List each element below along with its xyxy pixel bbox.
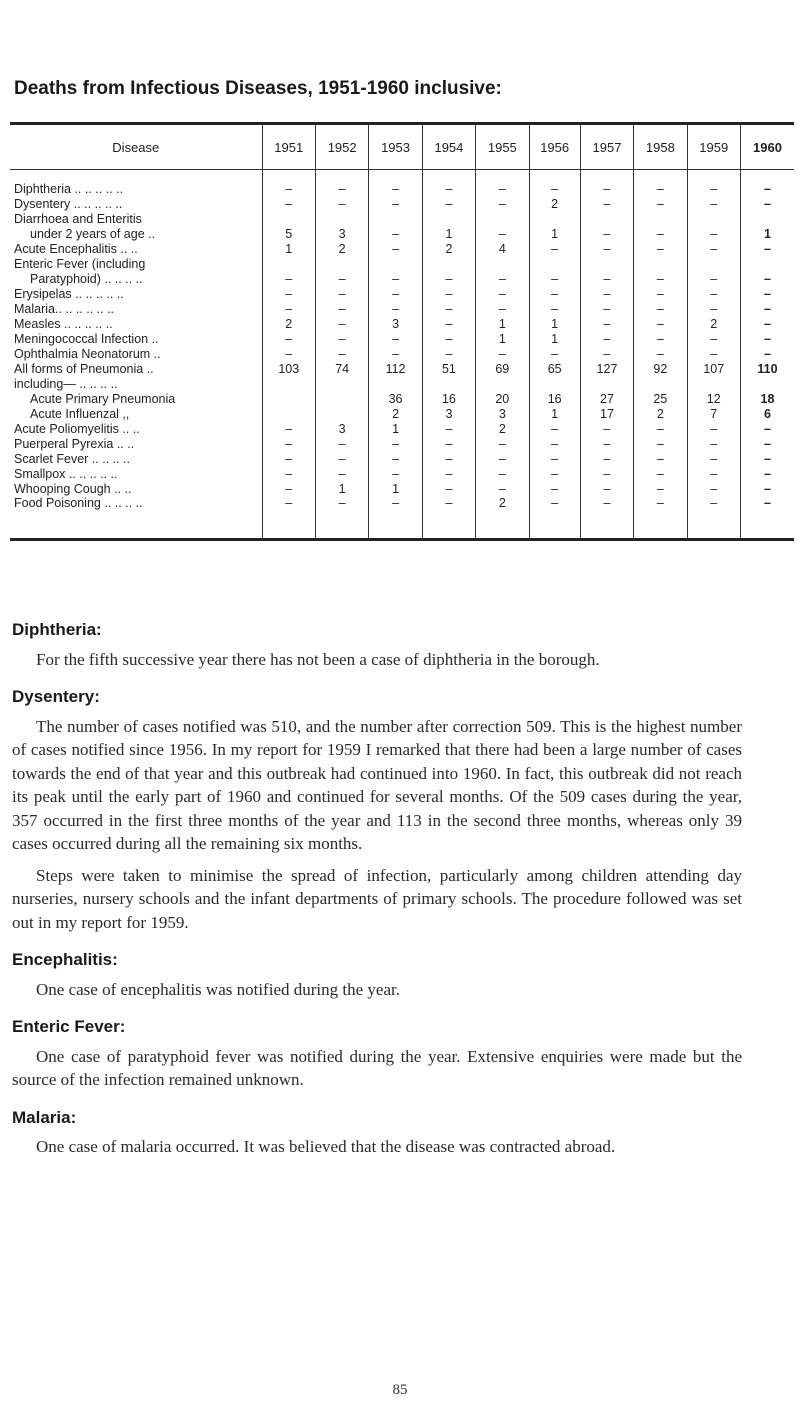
death-count-cell: – [580, 170, 633, 197]
death-count-cell: – [529, 466, 580, 481]
column-header-disease: Disease [10, 124, 262, 170]
disease-name-cell: including— .. .. .. .. [14, 377, 118, 391]
death-count-cell [422, 256, 475, 271]
death-count-cell [740, 211, 794, 226]
death-count-cell [687, 211, 740, 226]
table-row [10, 361, 794, 376]
death-count-cell: – [262, 301, 315, 316]
death-count-cell: – [634, 316, 687, 331]
death-count-cell: – [262, 271, 315, 286]
death-count-cell: 2 [476, 421, 529, 436]
death-count-cell: – [476, 466, 529, 481]
death-count-cell: – [740, 316, 794, 331]
death-count-cell: 3 [315, 421, 368, 436]
death-count-cell: – [634, 451, 687, 466]
death-count-cell: 17 [580, 406, 633, 421]
death-count-cell: – [687, 436, 740, 451]
death-count-cell: 3 [476, 406, 529, 421]
death-count-cell: 127 [580, 361, 633, 376]
death-count-cell: – [315, 271, 368, 286]
death-count-cell: 2 [262, 316, 315, 331]
table-row [10, 406, 794, 421]
section-paragraph: One case of encephalitis was notified during the year. [36, 979, 400, 999]
death-count-cell: 107 [687, 361, 740, 376]
death-count-cell: 3 [315, 226, 368, 241]
death-count-cell: 1 [422, 226, 475, 241]
disease-name-cell: Acute Influenzal ,, [30, 407, 130, 421]
table-row [10, 481, 794, 496]
death-count-cell: – [634, 421, 687, 436]
death-count-cell: – [529, 286, 580, 301]
death-count-cell: – [262, 496, 315, 540]
death-count-cell: – [687, 346, 740, 361]
death-count-cell: 1 [369, 481, 422, 496]
disease-name-cell: Paratyphoid) .. .. .. .. [30, 272, 143, 286]
death-count-cell [529, 211, 580, 226]
column-header-year: 1952 [315, 124, 368, 170]
death-count-cell: – [422, 196, 475, 211]
death-count-cell: – [580, 466, 633, 481]
section-heading: Dysentery: [12, 687, 100, 706]
death-count-cell: – [262, 346, 315, 361]
death-count-cell: 103 [262, 361, 315, 376]
death-count-cell: 36 [369, 391, 422, 406]
death-count-cell: – [687, 451, 740, 466]
death-count-cell: – [580, 436, 633, 451]
death-count-cell: – [422, 496, 475, 540]
death-count-cell: – [422, 346, 475, 361]
disease-name-cell: Acute Encephalitis .. .. [14, 242, 138, 256]
death-count-cell [369, 376, 422, 391]
death-count-cell: 5 [262, 226, 315, 241]
death-count-cell: – [740, 196, 794, 211]
death-count-cell: – [422, 331, 475, 346]
death-count-cell: – [369, 496, 422, 540]
disease-name-cell: Puerperal Pyrexia .. .. [14, 437, 135, 451]
death-count-cell [580, 376, 633, 391]
death-count-cell: – [580, 301, 633, 316]
disease-name-cell: Dysentery .. .. .. .. .. [14, 197, 123, 211]
page-number: 85 [392, 1382, 408, 1398]
disease-name-cell: Measles .. .. .. .. .. [14, 317, 113, 331]
table-row [10, 241, 794, 256]
death-count-cell: – [580, 346, 633, 361]
death-count-cell: – [740, 436, 794, 451]
table-row [10, 226, 794, 241]
death-count-cell [315, 376, 368, 391]
table-row [10, 376, 794, 391]
death-count-cell: – [315, 196, 368, 211]
table-row [10, 436, 794, 451]
death-count-cell [262, 256, 315, 271]
table-row [10, 451, 794, 466]
column-header-year: 1956 [529, 124, 580, 170]
death-count-cell: – [422, 466, 475, 481]
death-count-cell: 2 [476, 496, 529, 540]
death-count-cell: – [687, 331, 740, 346]
death-count-cell [687, 256, 740, 271]
death-count-cell: – [634, 286, 687, 301]
death-count-cell: – [634, 226, 687, 241]
death-count-cell [740, 256, 794, 271]
column-header-year: 1951 [262, 124, 315, 170]
death-count-cell: – [315, 331, 368, 346]
death-count-cell: – [580, 331, 633, 346]
death-count-cell: – [687, 466, 740, 481]
death-count-cell [315, 211, 368, 226]
disease-name-cell: under 2 years of age .. [30, 227, 156, 241]
table-row [10, 301, 794, 316]
death-count-cell: 25 [634, 391, 687, 406]
table-row [10, 466, 794, 481]
death-count-cell: 7 [687, 406, 740, 421]
death-count-cell: – [369, 286, 422, 301]
death-count-cell: – [740, 481, 794, 496]
death-count-cell: – [580, 226, 633, 241]
section [12, 948, 742, 1001]
section-heading: Encephalitis: [12, 950, 118, 969]
death-count-cell: – [262, 286, 315, 301]
death-count-cell: – [476, 170, 529, 197]
disease-name-cell: Food Poisoning .. .. .. .. [14, 496, 143, 510]
disease-name-cell: Malaria.. .. .. .. .. .. [14, 302, 115, 316]
death-count-cell [315, 406, 368, 421]
death-count-cell: – [315, 286, 368, 301]
death-count-cell: – [740, 170, 794, 197]
death-count-cell: – [529, 301, 580, 316]
death-count-cell: – [476, 286, 529, 301]
table-row [10, 346, 794, 361]
death-count-cell: – [687, 241, 740, 256]
death-count-cell: – [580, 421, 633, 436]
death-count-cell: 12 [687, 391, 740, 406]
death-count-cell: – [476, 481, 529, 496]
disease-name-cell: Scarlet Fever .. .. .. .. [14, 452, 131, 466]
death-count-cell: – [369, 226, 422, 241]
death-count-cell [422, 211, 475, 226]
death-count-cell: 2 [369, 406, 422, 421]
death-count-cell [369, 256, 422, 271]
death-count-cell: – [634, 271, 687, 286]
disease-name-cell: Acute Primary Pneumonia [30, 392, 176, 406]
death-count-cell: – [422, 286, 475, 301]
death-count-cell: – [634, 496, 687, 540]
column-header-year: 1953 [369, 124, 422, 170]
death-count-cell: – [476, 436, 529, 451]
death-count-cell: 2 [315, 241, 368, 256]
death-count-cell: – [740, 241, 794, 256]
death-count-cell: 1 [529, 406, 580, 421]
death-count-cell [580, 256, 633, 271]
section-paragraph: One case of paratyphoid fever was notified during the year. Extensive enquiries were made but the source of the infection remained unknown. [12, 1046, 742, 1089]
death-count-cell: – [634, 481, 687, 496]
death-count-cell [687, 376, 740, 391]
death-count-cell [740, 376, 794, 391]
death-count-cell: – [262, 466, 315, 481]
death-count-cell: 2 [634, 406, 687, 421]
death-count-cell: – [687, 271, 740, 286]
table-row [10, 316, 794, 331]
death-count-cell: – [687, 170, 740, 197]
section-heading: Malaria: [12, 1107, 77, 1127]
death-count-cell: – [634, 170, 687, 197]
death-count-cell: – [634, 241, 687, 256]
column-header-year: 1959 [687, 124, 740, 170]
disease-name-cell: Acute Poliomyelitis .. .. [14, 422, 140, 436]
table-row [10, 391, 794, 406]
disease-name-cell: Erysipelas .. .. .. .. .. [14, 287, 124, 301]
death-count-cell: 92 [634, 361, 687, 376]
death-count-cell: – [422, 316, 475, 331]
death-count-cell: – [740, 421, 794, 436]
death-count-cell: 2 [529, 196, 580, 211]
death-count-cell: – [529, 346, 580, 361]
death-count-cell: 16 [529, 391, 580, 406]
death-count-cell: – [369, 436, 422, 451]
death-count-cell: – [740, 331, 794, 346]
death-count-cell: – [687, 196, 740, 211]
death-count-cell: 74 [315, 361, 368, 376]
death-count-cell: 4 [476, 241, 529, 256]
death-count-cell: – [529, 436, 580, 451]
death-count-cell: 1 [476, 316, 529, 331]
death-count-cell [529, 376, 580, 391]
death-count-cell [476, 211, 529, 226]
death-count-cell: 65 [529, 361, 580, 376]
death-count-cell: – [476, 271, 529, 286]
death-count-cell: – [315, 170, 368, 197]
death-count-cell: – [369, 346, 422, 361]
death-count-cell: – [476, 301, 529, 316]
death-count-cell: – [369, 170, 422, 197]
death-count-cell: – [422, 170, 475, 197]
death-count-cell: – [740, 451, 794, 466]
death-count-cell: – [580, 316, 633, 331]
disease-name-cell: Meningococcal Infection .. [14, 332, 159, 346]
deaths-table-container [10, 122, 794, 541]
death-count-cell: 1 [529, 331, 580, 346]
death-count-cell: 1 [315, 481, 368, 496]
disease-name-cell: Enteric Fever (including [14, 257, 146, 271]
disease-name-cell: All forms of Pneumonia .. [14, 362, 154, 376]
death-count-cell: – [529, 496, 580, 540]
death-count-cell: – [369, 241, 422, 256]
death-count-cell: – [740, 346, 794, 361]
death-count-cell [422, 376, 475, 391]
section-paragraph: One case of malaria occurred. It was believed that the disease was contracted abroad. [36, 1137, 616, 1156]
death-count-cell: – [262, 170, 315, 197]
death-count-cell: – [687, 421, 740, 436]
death-count-cell: – [634, 301, 687, 316]
death-count-cell: – [476, 226, 529, 241]
section-paragraph: The number of cases notified was 510, and the number after correction 509. This is the highest number of cases notified since 1956. In my report for 1959 I remarked that there had been a large number of cases towards the end of that year and this outbreak had continued into 1960. In fact, this outbreak did not reach its peak until the early part of 1960 and continued for several months. Of the 509 cases during the year, 357 occurred in the first three months of the year and 113 in the second three months, whereas only 39 cases occurred during all the remaining six months. [12, 716, 742, 853]
column-header-year: 1954 [422, 124, 475, 170]
table-row [10, 196, 794, 211]
death-count-cell: – [740, 466, 794, 481]
death-count-cell [634, 376, 687, 391]
disease-name-cell: Smallpox .. .. .. .. .. [14, 467, 118, 481]
death-count-cell: – [315, 301, 368, 316]
death-count-cell: – [529, 481, 580, 496]
death-count-cell: – [529, 170, 580, 197]
death-count-cell: – [476, 346, 529, 361]
table-row [10, 256, 794, 271]
death-count-cell: 1 [529, 316, 580, 331]
death-count-cell: – [740, 301, 794, 316]
death-count-cell: 20 [476, 391, 529, 406]
death-count-cell: – [580, 241, 633, 256]
deaths-table [10, 122, 794, 541]
death-count-cell: 69 [476, 361, 529, 376]
death-count-cell: – [580, 271, 633, 286]
death-count-cell: – [580, 496, 633, 540]
death-count-cell [262, 211, 315, 226]
section [12, 1106, 742, 1159]
death-count-cell: – [529, 421, 580, 436]
death-count-cell: – [262, 196, 315, 211]
death-count-cell: – [422, 421, 475, 436]
table-row [10, 496, 794, 540]
section [12, 1015, 742, 1092]
death-count-cell: – [315, 316, 368, 331]
death-count-cell [262, 376, 315, 391]
table-row [10, 170, 794, 197]
death-count-cell: – [580, 451, 633, 466]
death-count-cell: 1 [262, 241, 315, 256]
death-count-cell: – [476, 196, 529, 211]
table-row [10, 211, 794, 226]
death-count-cell: 1 [369, 421, 422, 436]
death-count-cell: – [262, 481, 315, 496]
death-count-cell: – [687, 301, 740, 316]
death-count-cell [262, 391, 315, 406]
disease-name-cell: Diphtheria .. .. .. .. .. [14, 182, 124, 196]
table-header-row [10, 124, 794, 170]
death-count-cell: – [369, 331, 422, 346]
section-heading: Diphtheria: [12, 620, 102, 639]
death-count-cell: 1 [529, 226, 580, 241]
death-count-cell: – [262, 451, 315, 466]
death-count-cell: – [529, 241, 580, 256]
death-count-cell [529, 256, 580, 271]
death-count-cell [634, 256, 687, 271]
death-count-cell: 1 [740, 226, 794, 241]
table-row [10, 421, 794, 436]
death-count-cell: – [422, 301, 475, 316]
section [12, 618, 742, 671]
table-row [10, 331, 794, 346]
death-count-cell: – [529, 451, 580, 466]
death-count-cell: – [262, 421, 315, 436]
death-count-cell: – [315, 346, 368, 361]
death-count-cell: – [580, 481, 633, 496]
death-count-cell: – [687, 496, 740, 540]
section [12, 685, 742, 934]
death-count-cell: 1 [476, 331, 529, 346]
death-count-cell: 51 [422, 361, 475, 376]
death-count-cell: 2 [687, 316, 740, 331]
death-count-cell: – [740, 286, 794, 301]
death-count-cell: – [634, 346, 687, 361]
death-count-cell [476, 256, 529, 271]
death-count-cell [634, 211, 687, 226]
section-paragraph: For the fifth successive year there has not been a case of diphtheria in the borough. [36, 649, 600, 669]
death-count-cell: – [315, 451, 368, 466]
column-header-year: 1957 [580, 124, 633, 170]
death-count-cell: 27 [580, 391, 633, 406]
death-count-cell: – [422, 436, 475, 451]
death-count-cell: – [315, 466, 368, 481]
death-count-cell: 6 [740, 406, 794, 421]
death-count-cell [369, 211, 422, 226]
death-count-cell: – [422, 451, 475, 466]
death-count-cell: – [369, 301, 422, 316]
death-count-cell: – [369, 196, 422, 211]
column-header-year: 1958 [634, 124, 687, 170]
death-count-cell: – [529, 271, 580, 286]
death-count-cell: – [687, 481, 740, 496]
death-count-cell [315, 256, 368, 271]
disease-name-cell: Diarrhoea and Enteritis [14, 212, 142, 226]
death-count-cell: 3 [369, 316, 422, 331]
death-count-cell: – [262, 331, 315, 346]
death-count-cell: – [422, 271, 475, 286]
disease-name-cell: Whooping Cough .. .. [14, 482, 132, 496]
death-count-cell: – [740, 496, 794, 540]
table-row [10, 271, 794, 286]
death-count-cell [262, 406, 315, 421]
death-count-cell: – [369, 451, 422, 466]
table-row [10, 286, 794, 301]
death-count-cell: – [740, 271, 794, 286]
death-count-cell [315, 391, 368, 406]
page-title: Deaths from Infectious Diseases, 1951-1960 inclusive: [14, 78, 502, 99]
death-count-cell: 112 [369, 361, 422, 376]
death-count-cell: 16 [422, 391, 475, 406]
death-count-cell [476, 376, 529, 391]
death-count-cell: – [580, 196, 633, 211]
death-count-cell: – [687, 286, 740, 301]
section-paragraph: Steps were taken to minimise the spread of infection, particularly among children attending day nurseries, nursery schools and the infant departments of primary schools. The procedure followed was set out in my report for 1959. [12, 865, 742, 932]
death-count-cell: – [634, 196, 687, 211]
death-count-cell: – [369, 466, 422, 481]
death-count-cell [580, 211, 633, 226]
death-count-cell: – [580, 286, 633, 301]
death-count-cell: – [634, 331, 687, 346]
death-count-cell: 18 [740, 391, 794, 406]
death-count-cell: – [476, 451, 529, 466]
column-header-year: 1960 [740, 124, 794, 170]
death-count-cell: 110 [740, 361, 794, 376]
death-count-cell: – [687, 226, 740, 241]
death-count-cell: – [422, 481, 475, 496]
death-count-cell: 3 [422, 406, 475, 421]
death-count-cell: – [262, 436, 315, 451]
death-count-cell: – [634, 466, 687, 481]
death-count-cell: – [315, 436, 368, 451]
death-count-cell: – [634, 436, 687, 451]
death-count-cell: – [315, 496, 368, 540]
disease-name-cell: Ophthalmia Neonatorum .. [14, 347, 161, 361]
section-heading: Enteric Fever: [12, 1017, 126, 1036]
death-count-cell: 2 [422, 241, 475, 256]
death-count-cell: – [369, 271, 422, 286]
column-header-year: 1955 [476, 124, 529, 170]
report-sections [12, 618, 742, 1173]
